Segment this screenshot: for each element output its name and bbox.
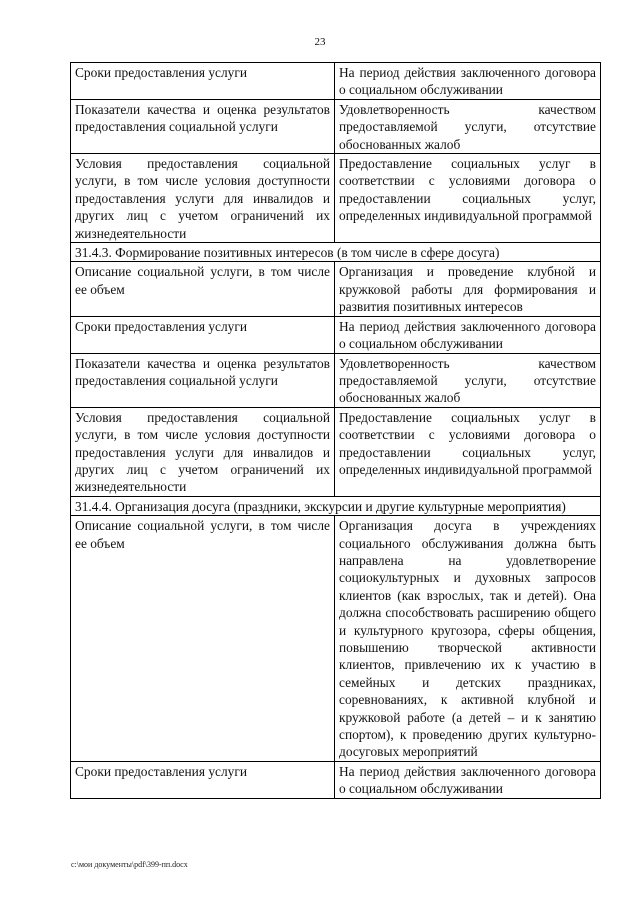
parameter-value-cell: Предоставление социальных услуг в соответствии с условиями договора о предоставлении социальных услуг, определенных индивидуальной программой	[335, 407, 601, 496]
parameter-value-cell: На период действия заключенного договора о социальном обслуживании	[335, 316, 601, 353]
table-row	[71, 516, 601, 762]
parameter-name-cell: Сроки предоставления услуги	[71, 63, 335, 100]
table-row	[71, 353, 601, 407]
parameter-value-cell: Удовлетворенность качеством предоставляемой услуги, отсутствие обоснованных жалоб	[335, 353, 601, 407]
footer-file-path: c:\мои документы\pdf\399-пп.docx	[71, 860, 188, 869]
parameter-name-cell: Описание социальной услуги, в том числе ее объем	[71, 516, 335, 762]
table-row	[71, 761, 601, 798]
page-number: 23	[314, 36, 326, 48]
parameter-value-cell: Удовлетворенность качеством предоставляемой услуги, отсутствие обоснованных жалоб	[335, 99, 601, 153]
parameter-name-cell: Сроки предоставления услуги	[71, 761, 335, 798]
parameter-name-cell: Показатели качества и оценка результатов предоставления социальной услуги	[71, 353, 335, 407]
parameter-value-cell: Организация и проведение клубной и кружковой работы для формирования и развития позитивных интересов	[335, 262, 601, 316]
services-table	[70, 62, 601, 799]
section-heading: 31.4.3. Формирование позитивных интересов (в том числе в сфере досуга)	[71, 243, 601, 262]
section-heading-row	[71, 496, 601, 515]
parameter-value-cell: На период действия заключенного договора о социальном обслуживании	[335, 63, 601, 100]
parameter-value-cell: Предоставление социальных услуг в соответствии с условиями договора о предоставлении социальных услуг, определенных индивидуальной программой	[335, 154, 601, 243]
parameter-name-cell: Сроки предоставления услуги	[71, 316, 335, 353]
parameter-name-cell: Описание социальной услуги, в том числе ее объем	[71, 262, 335, 316]
table-row	[71, 316, 601, 353]
parameter-name-cell: Показатели качества и оценка результатов предоставления социальной услуги	[71, 99, 335, 153]
section-heading: 31.4.4. Организация досуга (праздники, экскурсии и другие культурные мероприятия)	[71, 496, 601, 515]
table-row	[71, 262, 601, 316]
table-body	[71, 63, 601, 799]
parameter-value-cell: На период действия заключенного договора о социальном обслуживании	[335, 761, 601, 798]
section-heading-row	[71, 243, 601, 262]
table-row	[71, 154, 601, 243]
table-row	[71, 407, 601, 496]
parameter-name-cell: Условия предоставления социальной услуги, в том числе условия доступности предоставления услуги для инвалидов и других лиц с учетом ограничений их жизнедеятельности	[71, 154, 335, 243]
table-row	[71, 99, 601, 153]
parameter-value-cell: Организация досуга в учреждениях социального обслуживания должна быть направлена на удовлетворение социокультурных и духовных запросов клиентов (как взрослых, так и детей). Она должна способствовать расширению общего и культурного кругозора, сферы общения, повышению творческой активности клиентов, привлечению их к участию в семейных и детских праздниках, соревнованиях, к активной клубной и кружковой работе (а детей – и к занятию спортом), к проведению других культурно-досуговых мероприятий	[335, 516, 601, 762]
parameter-name-cell: Условия предоставления социальной услуги, в том числе условия доступности предоставления услуги для инвалидов и других лиц с учетом ограничений их жизнедеятельности	[71, 407, 335, 496]
table-row	[71, 63, 601, 100]
